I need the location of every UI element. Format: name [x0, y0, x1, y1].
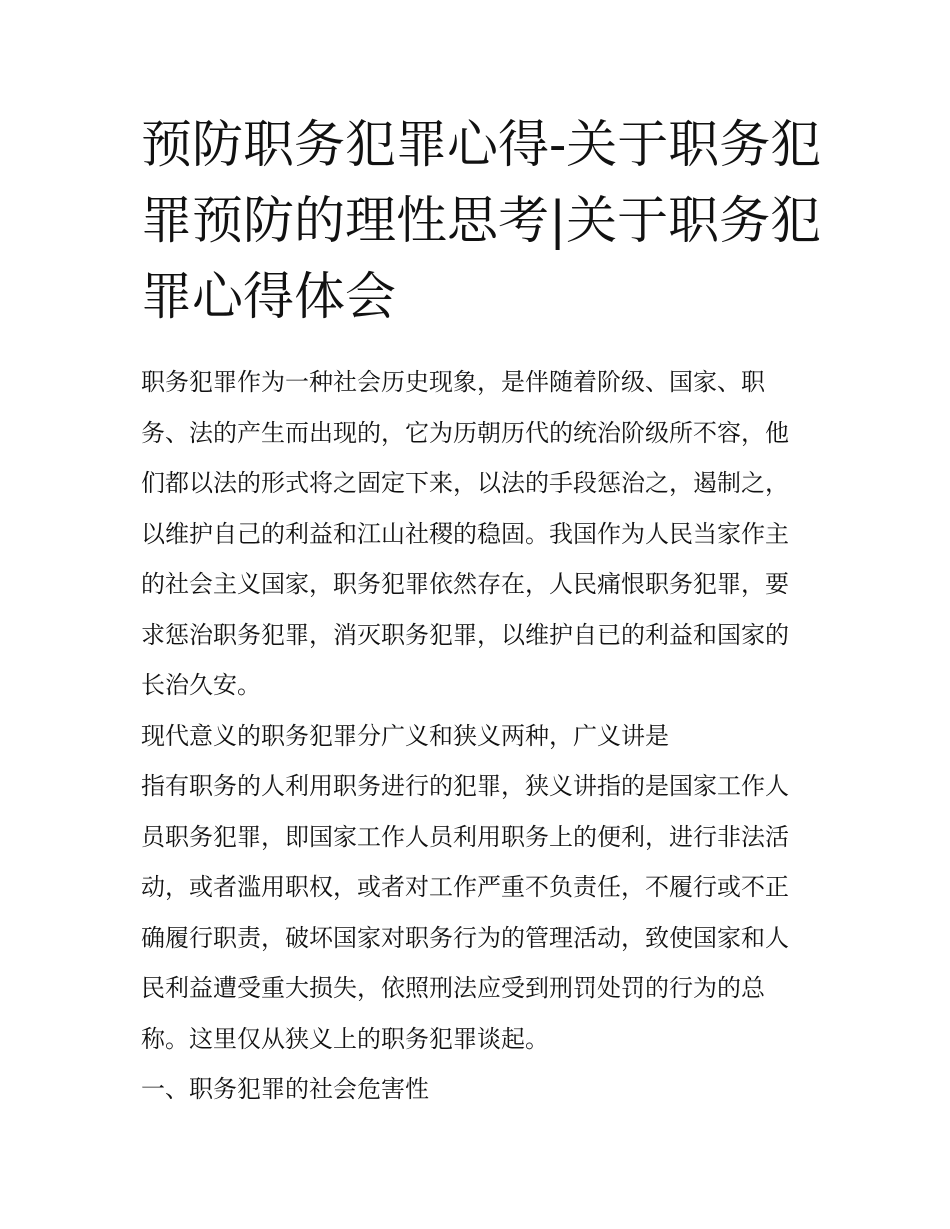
body-line: 称。这里仅从狭义上的职务犯罪谈起。 [141, 1024, 549, 1053]
title-line: 罪心得体会 [141, 268, 397, 327]
body-line: 确履行职责，破坏国家对职务行为的管理活动，致使国家和人 [141, 923, 789, 952]
body-line: 的社会主义国家，职务犯罪依然存在，人民痛恨职务犯罪，要 [141, 570, 789, 598]
body-line: 求惩治职务犯罪，消灭职务犯罪，以维护自已的利益和国家的 [141, 620, 789, 649]
document-body [141, 357, 831, 1115]
body-line: 动，或者滥用职权，或者对工作严重不负责任，不履行或不正 [141, 873, 789, 901]
section-heading: 一、职务犯罪的社会危害性 [141, 1075, 429, 1103]
title-line: 罪预防的理性思考|关于职务犯 [141, 192, 822, 251]
body-line: 现代意义的职务犯罪分广义和狭义两种，广义讲是 [141, 721, 669, 750]
title-line: 预防职务犯罪心得-关于职务犯 [141, 116, 822, 175]
body-line: 指有职务的人利用职务进行的犯罪，狭义讲指的是国家工作人 [141, 772, 789, 800]
body-line: 务、法的产生而出现的，它为历朝历代的统治阶级所不容，他 [141, 418, 789, 447]
document-title [141, 108, 821, 336]
body-line: 民利益遭受重大损失，依照刑法应受到刑罚处罚的行为的总 [141, 974, 765, 1002]
body-line: 员职务犯罪，即国家工作人员利用职务上的便利，进行非法活 [141, 822, 789, 851]
body-line: 长治久安。 [141, 671, 261, 699]
body-line: 职务犯罪作为一种社会历史现象，是伴随着阶级、国家、职 [141, 368, 765, 396]
body-line: 们都以法的形式将之固定下来，以法的手段惩治之，遏制之， [141, 469, 789, 497]
body-line: 以维护自己的利益和江山社稷的稳固。我国作为人民当家作主 [141, 519, 789, 548]
